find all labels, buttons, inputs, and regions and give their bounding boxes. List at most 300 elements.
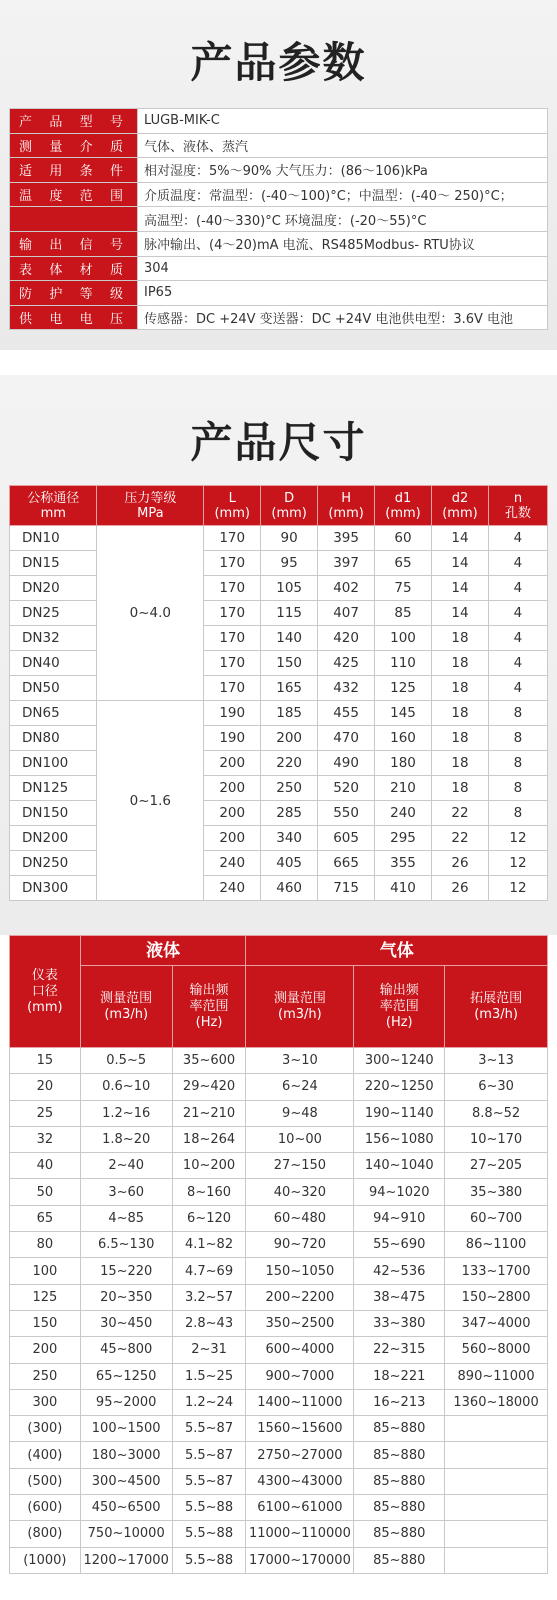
dims-cell: 180 [375, 751, 432, 776]
flow-cell: 60~700 [445, 1205, 548, 1231]
dims-cell: 397 [318, 551, 375, 576]
dims-cell: 170 [204, 676, 261, 701]
flow-row [10, 1048, 548, 1074]
param-value: 气体、液体、蒸汽 [138, 133, 548, 158]
dims-cell: 95 [261, 551, 318, 576]
flow-row [10, 1442, 548, 1468]
flow-cell: 86~1100 [445, 1232, 548, 1258]
flow-row [10, 1363, 548, 1389]
param-label: 温度范围 [10, 182, 138, 207]
flow-cell: 1.2~24 [172, 1389, 246, 1415]
dims-cell: 200 [204, 826, 261, 851]
nominal-diameter: DN65 [10, 701, 97, 726]
flow-cell: 5.5~87 [172, 1442, 246, 1468]
dims-cell: 26 [431, 876, 488, 901]
flow-cell: 100~1500 [80, 1416, 172, 1442]
nominal-diameter: DN250 [10, 851, 97, 876]
dims-cell: 18 [431, 651, 488, 676]
dims-cell: 240 [204, 851, 261, 876]
param-label: 测量介质 [10, 133, 138, 158]
dims-cell: 190 [204, 701, 261, 726]
dims-header-3: D (mm) [261, 486, 318, 526]
dims-cell: 170 [204, 526, 261, 551]
param-value: LUGB-MIK-C [138, 109, 548, 134]
flow-cell: 22~315 [354, 1337, 445, 1363]
dims-cell: 75 [375, 576, 432, 601]
dims-row [10, 701, 548, 726]
dims-cell: 395 [318, 526, 375, 551]
dims-cell: 520 [318, 776, 375, 801]
dims-cell: 18 [431, 626, 488, 651]
dims-cell: 355 [375, 851, 432, 876]
flow-cell: 55~690 [354, 1232, 445, 1258]
flow-cell: 6~120 [172, 1205, 246, 1231]
dims-cell: 460 [261, 876, 318, 901]
dims-row [10, 801, 548, 826]
dims-cell: 4 [488, 676, 547, 701]
param-row [10, 256, 548, 281]
flow-cell: 85~880 [354, 1521, 445, 1547]
flow-cell [445, 1442, 548, 1468]
flow-cell: 45~800 [80, 1337, 172, 1363]
flow-cell [445, 1416, 548, 1442]
dims-cell: 4 [488, 601, 547, 626]
dims-cell: 200 [204, 751, 261, 776]
dims-cell: 85 [375, 601, 432, 626]
flow-cell: 3~60 [80, 1179, 172, 1205]
dims-cell: 22 [431, 826, 488, 851]
dims-cell: 14 [431, 576, 488, 601]
dims-cell: 105 [261, 576, 318, 601]
flow-cell: 150~1050 [246, 1258, 354, 1284]
flow-row [10, 1337, 548, 1363]
param-value: 介质温度：常温型：(-40～100)°C；中温型：(-40～ 250)°C； [138, 182, 548, 207]
flow-row [10, 1389, 548, 1415]
dims-cell: 605 [318, 826, 375, 851]
flow-cell [445, 1547, 548, 1573]
flow-cell: 9~48 [246, 1100, 354, 1126]
flow-cell: 5.5~88 [172, 1547, 246, 1573]
dims-cell: 60 [375, 526, 432, 551]
dims-cell: 18 [431, 751, 488, 776]
flow-subheader-1: 输出频 率范围 (Hz) [172, 966, 246, 1048]
dims-row [10, 876, 548, 901]
dims-cell: 340 [261, 826, 318, 851]
flow-cell: 6~24 [246, 1074, 354, 1100]
flow-caliber: 32 [10, 1126, 81, 1152]
dims-cell: 285 [261, 801, 318, 826]
flow-cell: 4300~43000 [246, 1468, 354, 1494]
flow-cell: 2~40 [80, 1153, 172, 1179]
dims-cell: 200 [204, 801, 261, 826]
param-value: 脉冲输出、(4～20)mA 电流、RS485Modbus- RTU协议 [138, 231, 548, 256]
dims-cell: 14 [431, 551, 488, 576]
dims-cell: 210 [375, 776, 432, 801]
dims-cell: 18 [431, 726, 488, 751]
flow-cell: 0.5~5 [80, 1048, 172, 1074]
dims-cell: 4 [488, 551, 547, 576]
flow-subheader-3: 输出频 率范围 (Hz) [354, 966, 445, 1048]
param-row [10, 133, 548, 158]
dims-cell: 432 [318, 676, 375, 701]
flow-cell: 18~264 [172, 1126, 246, 1152]
flow-cell [445, 1468, 548, 1494]
flow-row [10, 1521, 548, 1547]
flow-cell: 890~11000 [445, 1363, 548, 1389]
dims-cell: 145 [375, 701, 432, 726]
param-value: 相对湿度：5%～90% 大气压力：(86～106)kPa [138, 158, 548, 183]
flow-cell: 40~320 [246, 1179, 354, 1205]
dims-cell: 250 [261, 776, 318, 801]
dims-cell: 420 [318, 626, 375, 651]
dims-header-5: d1 (mm) [375, 486, 432, 526]
flow-cell: 94~1020 [354, 1179, 445, 1205]
caliber-header: 仪表 口径 (mm) [10, 936, 81, 1048]
dims-cell: 4 [488, 651, 547, 676]
dims-cell: 402 [318, 576, 375, 601]
nominal-diameter: DN200 [10, 826, 97, 851]
dims-row [10, 751, 548, 776]
flow-cell: 1360~18000 [445, 1389, 548, 1415]
param-label: 表体材质 [10, 256, 138, 281]
dims-cell: 170 [204, 626, 261, 651]
flow-caliber: 250 [10, 1363, 81, 1389]
dims-cell: 170 [204, 551, 261, 576]
flow-caliber: 150 [10, 1310, 81, 1336]
dims-cell: 140 [261, 626, 318, 651]
param-row [10, 305, 548, 330]
param-row [10, 182, 548, 207]
dims-cell: 18 [431, 676, 488, 701]
dims-cell: 490 [318, 751, 375, 776]
flow-row [10, 1179, 548, 1205]
gas-header: 气体 [246, 936, 548, 966]
param-value: 304 [138, 256, 548, 281]
dims-cell: 220 [261, 751, 318, 776]
flow-subheader-0: 测量范围 (m3/h) [80, 966, 172, 1048]
dims-cell: 22 [431, 801, 488, 826]
param-row [10, 207, 548, 232]
flow-cell: 35~380 [445, 1179, 548, 1205]
flow-cell: 6~30 [445, 1074, 548, 1100]
dims-cell: 200 [261, 726, 318, 751]
flow-cell: 140~1040 [354, 1153, 445, 1179]
dims-cell: 405 [261, 851, 318, 876]
dims-header-6: d2 (mm) [431, 486, 488, 526]
dims-cell: 425 [318, 651, 375, 676]
flow-cell: 156~1080 [354, 1126, 445, 1152]
flow-caliber: (500) [10, 1468, 81, 1494]
dims-cell: 470 [318, 726, 375, 751]
flow-cell: 10~170 [445, 1126, 548, 1152]
flow-cell: 65~1250 [80, 1363, 172, 1389]
flow-row [10, 1258, 548, 1284]
flow-cell: 347~4000 [445, 1310, 548, 1336]
flow-caliber: (800) [10, 1521, 81, 1547]
flow-caliber: 50 [10, 1179, 81, 1205]
flow-row [10, 1074, 548, 1100]
flow-cell: 27~150 [246, 1153, 354, 1179]
param-row [10, 231, 548, 256]
param-label: 产品型号 [10, 109, 138, 134]
flow-cell: 3.2~57 [172, 1284, 246, 1310]
flow-cell: 5.5~87 [172, 1468, 246, 1494]
flow-cell: 16~213 [354, 1389, 445, 1415]
flow-cell: 33~380 [354, 1310, 445, 1336]
param-label: 输出信号 [10, 231, 138, 256]
nominal-diameter: DN150 [10, 801, 97, 826]
params-title: 产品参数 [190, 38, 367, 87]
flow-cell: 15~220 [80, 1258, 172, 1284]
flow-caliber: 15 [10, 1048, 81, 1074]
dims-cell: 407 [318, 601, 375, 626]
flow-cell: 85~880 [354, 1442, 445, 1468]
dims-cell: 12 [488, 826, 547, 851]
dims-header-1: 压力等级 MPa [97, 486, 204, 526]
flow-cell: 2~31 [172, 1337, 246, 1363]
flow-cell: 85~880 [354, 1547, 445, 1573]
nominal-diameter: DN32 [10, 626, 97, 651]
dims-cell: 240 [204, 876, 261, 901]
flow-cell: 27~205 [445, 1153, 548, 1179]
param-value: 高温型：(-40～330)°C 环境温度：(-20～55)°C [138, 207, 548, 232]
dims-cell: 410 [375, 876, 432, 901]
dims-cell: 4 [488, 526, 547, 551]
params-table [9, 108, 548, 330]
flow-subheader-2: 测量范围 (m3/h) [246, 966, 354, 1048]
flow-cell: 8.8~52 [445, 1100, 548, 1126]
flow-cell: 4~85 [80, 1205, 172, 1231]
flow-cell: 90~720 [246, 1232, 354, 1258]
flow-cell: 0.6~10 [80, 1074, 172, 1100]
dims-title: 产品尺寸 [190, 418, 367, 467]
flow-cell: 30~450 [80, 1310, 172, 1336]
nominal-diameter: DN10 [10, 526, 97, 551]
nominal-diameter: DN40 [10, 651, 97, 676]
flow-caliber: (400) [10, 1442, 81, 1468]
dims-cell: 100 [375, 626, 432, 651]
flow-caliber: 200 [10, 1337, 81, 1363]
flow-cell: 8~160 [172, 1179, 246, 1205]
dims-header-7: n 孔数 [488, 486, 547, 526]
param-row [10, 158, 548, 183]
flow-cell: 6.5~130 [80, 1232, 172, 1258]
dims-cell: 12 [488, 876, 547, 901]
flow-cell: 1.8~20 [80, 1126, 172, 1152]
flow-cell: 1.5~25 [172, 1363, 246, 1389]
dims-cell: 65 [375, 551, 432, 576]
flow-cell: 85~880 [354, 1495, 445, 1521]
dims-row [10, 526, 548, 551]
flow-caliber: 65 [10, 1205, 81, 1231]
flow-row [10, 1153, 548, 1179]
flow-cell: 220~1250 [354, 1074, 445, 1100]
flow-cell: 60~480 [246, 1205, 354, 1231]
dims-cell: 12 [488, 851, 547, 876]
flow-row [10, 1232, 548, 1258]
flow-cell: 5.5~88 [172, 1521, 246, 1547]
liquid-header: 液体 [80, 936, 246, 966]
flow-row [10, 1126, 548, 1152]
flow-cell: 29~420 [172, 1074, 246, 1100]
dims-cell: 170 [204, 576, 261, 601]
dims-cell: 4 [488, 576, 547, 601]
flow-subheader-4: 拓展范围 (m3/h) [445, 966, 548, 1048]
flow-caliber: 40 [10, 1153, 81, 1179]
flow-cell: 4.1~82 [172, 1232, 246, 1258]
dims-row [10, 676, 548, 701]
flow-cell: 900~7000 [246, 1363, 354, 1389]
flow-cell: 3~13 [445, 1048, 548, 1074]
flow-row [10, 1100, 548, 1126]
dims-header-4: H (mm) [318, 486, 375, 526]
flow-caliber: (600) [10, 1495, 81, 1521]
dims-row [10, 726, 548, 751]
flow-cell: 450~6500 [80, 1495, 172, 1521]
flow-cell: 85~880 [354, 1416, 445, 1442]
param-label: 防护等级 [10, 281, 138, 306]
nominal-diameter: DN125 [10, 776, 97, 801]
dims-cell: 8 [488, 751, 547, 776]
dims-row [10, 851, 548, 876]
flow-cell: 94~910 [354, 1205, 445, 1231]
nominal-diameter: DN80 [10, 726, 97, 751]
flow-row [10, 1284, 548, 1310]
flow-cell: 35~600 [172, 1048, 246, 1074]
dims-cell: 14 [431, 526, 488, 551]
dims-cell: 115 [261, 601, 318, 626]
flow-cell: 1200~17000 [80, 1547, 172, 1573]
dims-cell: 190 [204, 726, 261, 751]
dims-cell: 14 [431, 601, 488, 626]
param-value: IP65 [138, 281, 548, 306]
dims-row [10, 576, 548, 601]
dims-cell: 170 [204, 651, 261, 676]
dims-cell: 715 [318, 876, 375, 901]
flow-table [9, 935, 548, 1574]
dims-row [10, 826, 548, 851]
flow-caliber: 300 [10, 1389, 81, 1415]
flow-cell: 350~2500 [246, 1310, 354, 1336]
dims-cell: 665 [318, 851, 375, 876]
dims-cell: 455 [318, 701, 375, 726]
flow-cell: 5.5~88 [172, 1495, 246, 1521]
param-row [10, 281, 548, 306]
dims-cell: 165 [261, 676, 318, 701]
flow-cell: 5.5~87 [172, 1416, 246, 1442]
flow-cell: 11000~110000 [246, 1521, 354, 1547]
flow-caliber: 20 [10, 1074, 81, 1100]
dims-cell: 170 [204, 601, 261, 626]
dims-cell: 185 [261, 701, 318, 726]
dims-row [10, 626, 548, 651]
flow-cell: 3~10 [246, 1048, 354, 1074]
param-value: 传感器：DC +24V 变送器：DC +24V 电池供电型：3.6V 电池 [138, 305, 548, 330]
flow-cell: 21~210 [172, 1100, 246, 1126]
flow-caliber: 25 [10, 1100, 81, 1126]
flow-cell: 300~1240 [354, 1048, 445, 1074]
dims-cell: 200 [204, 776, 261, 801]
dims-cell: 295 [375, 826, 432, 851]
dims-cell: 150 [261, 651, 318, 676]
dims-row [10, 651, 548, 676]
flow-cell: 200~2200 [246, 1284, 354, 1310]
flow-row [10, 1468, 548, 1494]
flow-cell: 10~200 [172, 1153, 246, 1179]
pressure-group: 0~4.0 [97, 526, 204, 701]
pressure-group: 0~1.6 [97, 701, 204, 901]
dims-cell: 18 [431, 776, 488, 801]
flow-caliber: (1000) [10, 1547, 81, 1573]
flow-cell: 560~8000 [445, 1337, 548, 1363]
dims-row [10, 601, 548, 626]
flow-cell: 42~536 [354, 1258, 445, 1284]
dims-table [9, 485, 548, 901]
flow-cell: 20~350 [80, 1284, 172, 1310]
flow-caliber: 100 [10, 1258, 81, 1284]
flow-cell: 85~880 [354, 1468, 445, 1494]
flow-cell: 2.8~43 [172, 1310, 246, 1336]
flow-cell: 600~4000 [246, 1337, 354, 1363]
flow-row [10, 1495, 548, 1521]
flow-row [10, 1205, 548, 1231]
dims-header-2: L (mm) [204, 486, 261, 526]
param-label: 供电电压 [10, 305, 138, 330]
nominal-diameter: DN25 [10, 601, 97, 626]
nominal-diameter: DN20 [10, 576, 97, 601]
flow-caliber: 80 [10, 1232, 81, 1258]
flow-cell: 133~1700 [445, 1258, 548, 1284]
flow-cell: 18~221 [354, 1363, 445, 1389]
dims-cell: 125 [375, 676, 432, 701]
flow-cell: 95~2000 [80, 1389, 172, 1415]
flow-cell: 4.7~69 [172, 1258, 246, 1284]
dims-row [10, 551, 548, 576]
nominal-diameter: DN15 [10, 551, 97, 576]
param-label: 适用条件 [10, 158, 138, 183]
flow-cell [445, 1495, 548, 1521]
flow-cell: 17000~170000 [246, 1547, 354, 1573]
nominal-diameter: DN300 [10, 876, 97, 901]
flow-cell: 2750~27000 [246, 1442, 354, 1468]
flow-cell: 190~1140 [354, 1100, 445, 1126]
dims-cell: 4 [488, 626, 547, 651]
flow-cell: 10~00 [246, 1126, 354, 1152]
flow-cell: 300~4500 [80, 1468, 172, 1494]
flow-cell: 1.2~16 [80, 1100, 172, 1126]
dims-cell: 8 [488, 726, 547, 751]
flow-caliber: 125 [10, 1284, 81, 1310]
dims-cell: 550 [318, 801, 375, 826]
flow-cell: 150~2800 [445, 1284, 548, 1310]
param-row [10, 109, 548, 134]
nominal-diameter: DN100 [10, 751, 97, 776]
dims-cell: 8 [488, 801, 547, 826]
dims-header-0: 公称通径 mm [10, 486, 97, 526]
flow-cell: 38~475 [354, 1284, 445, 1310]
dims-cell: 8 [488, 776, 547, 801]
nominal-diameter: DN50 [10, 676, 97, 701]
flow-cell: 1560~15600 [246, 1416, 354, 1442]
flow-cell: 180~3000 [80, 1442, 172, 1468]
flow-cell [445, 1521, 548, 1547]
dims-cell: 160 [375, 726, 432, 751]
flow-cell: 6100~61000 [246, 1495, 354, 1521]
dims-row [10, 776, 548, 801]
dims-cell: 18 [431, 701, 488, 726]
flow-cell: 750~10000 [80, 1521, 172, 1547]
flow-caliber: (300) [10, 1416, 81, 1442]
